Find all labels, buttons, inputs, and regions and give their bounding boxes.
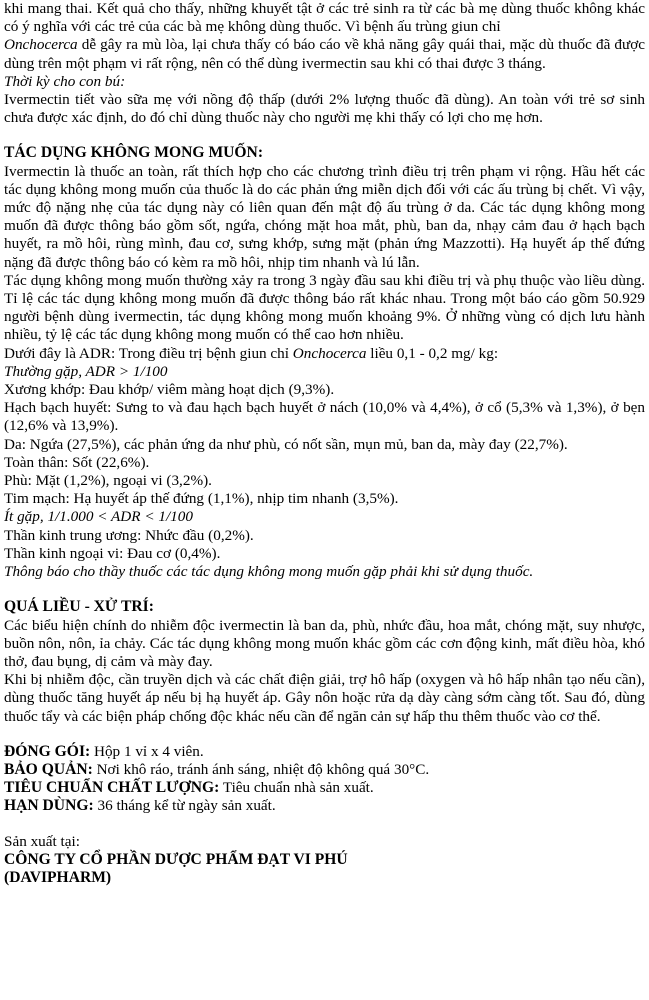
packaging-label: ĐÓNG GÓI: (4, 742, 91, 760)
packaging-line (4, 743, 645, 761)
lactation-paragraph: Ivermectin tiết vào sữa mẹ với nồng độ thấp (dưới 2% lượng thuốc đã dùng). An toàn với trẻ sơ sinh chưa được xác định, do đó chỉ dùng thuốc này cho người mẹ khi thấy có lợi cho mẹ hơn. (4, 91, 645, 127)
common-item: Tim mạch: Hạ huyết áp thế đứng (1,1%), nhịp tim nhanh (3,5%). (4, 490, 399, 508)
adr-intro-text: Dưới đây là ADR: Trong điều trị bệnh giun chỉ (4, 344, 293, 362)
standard-value: Tiêu chuẩn nhà sản xuất. (219, 779, 374, 797)
common-frequency-title: Thường gặp, ADR > 1/100 (4, 362, 168, 380)
spacer (4, 581, 645, 598)
overdose-heading: QUÁ LIỀU - XỬ TRÍ: (4, 598, 154, 616)
adverse-effects-heading: TÁC DỤNG KHÔNG MONG MUỐN: (4, 144, 264, 162)
spacer (4, 127, 645, 144)
manufacturer-short-name: (DAVIPHARM) (4, 868, 112, 886)
manufacturer-label: Sản xuất tại: (4, 832, 80, 850)
storage-label: BẢO QUẢN: (4, 760, 93, 778)
adr-species-name: Onchocerca (292, 344, 367, 362)
physician-notice: Thông báo cho thầy thuốc các tác dụng không mong muốn gặp phải khi sử dụng thuốc. (4, 563, 534, 581)
adverse-paragraph-2: Tác dụng không mong muốn thường xảy ra trong 3 ngày đầu sau khi điều trị và phụ thuộc vào liều dùng. Tỉ lệ các tác dụng không mong muốn đã được thông báo rất khác nhau. Trong một báo cáo gồm 50.929 người bệnh dùng ivermectin, tác dụng không mong muốn khoảng 9%. Ở những vùng có dịch lưu hành nhiều, tỷ lệ các tác dụng không mong muốn có thể cao hơn nhiều. (4, 271, 645, 344)
rare-frequency-title: Ít gặp, 1/1.000 < ADR < 1/100 (4, 508, 193, 526)
adr-intro (4, 345, 645, 363)
standard-label: TIÊU CHUẨN CHẤT LƯỢNG: (4, 779, 220, 797)
pregnancy-text-rest: dễ gây ra mù lòa, lại chưa thấy có báo cáo về khả năng gây quái thai, mặc dù thuốc đã được dùng trên một phạm vi rất rộng, nên có thể dùng ivermectin sau khi có thai được 3 tháng. (4, 36, 645, 72)
common-item: Hạch bạch huyết: Sưng to và đau hạch bạch huyết ở nách (10,0% và 4,4%), ở cổ (5,3% và 1,3%), ở bẹn (12,6% và 13,9%). (4, 399, 645, 435)
overdose-paragraph-2: Khi bị nhiễm độc, cần truyền dịch và các chất điện giải, trợ hô hấp (oxygen và hô hấp nhân tạo nếu cần), dùng thuốc tăng huyết áp nếu bị hạ huyết áp. Gây nôn hoặc rửa dạ dày càng sớm càng tốt. Sau đó, dùng thuốc tẩy và các biện pháp chống độc khác nếu cần để ngăn cản sự hấp thu thêm thuốc vào cơ thể. (4, 671, 645, 725)
expiry-value: 36 tháng kể từ ngày sản xuất. (93, 797, 276, 815)
adverse-paragraph-1: Ivermectin là thuốc an toàn, rất thích hợp cho các chương trình điều trị trên phạm vi rộng. Hầu hết các tác dụng không mong muốn của thuốc là do các phản ứng miễn dịch đối với các ấu trùng bị chết. Vì vậy, mức độ nặng nhẹ của tác dụng này có liên quan đến mật độ ấu trùng ở da. Các tác dụng không mong muốn đã được thông báo gồm sốt, ngứa, chóng mặt hoa mắt, phù, ban da, nhạy cảm đau ở hạch bạch huyết, ra mồ hôi, rùng mình, đau cơ, sưng khớp, sưng mặt (phản ứng Mazzotti). Hạ huyết áp thế đứng nặng đã được thông báo có kèm ra mồ hôi, nhịp tim nhanh và lú lẫn. (4, 162, 645, 271)
species-name: Onchocerca (4, 36, 78, 54)
spacer (4, 726, 645, 743)
common-item: Xương khớp: Đau khớp/ viêm màng hoạt dịch (9,3%). (4, 381, 335, 399)
expiry-label: HẠN DÙNG: (4, 797, 94, 815)
standard-line (4, 779, 645, 797)
storage-value: Nơi khô ráo, tránh ánh sáng, nhiệt độ không quá 30°C. (92, 760, 430, 778)
storage-line (4, 761, 645, 779)
spacer (4, 816, 645, 833)
common-item: Da: Ngứa (27,5%), các phản ứng da như phù, có nốt sần, mụn mủ, ban da, mày đay (22,7%). (4, 435, 568, 453)
pregnancy-paragraph (4, 0, 645, 73)
overdose-paragraph-1: Các biểu hiện chính do nhiễm độc ivermectin là ban da, phù, nhức đầu, hoa mắt, chóng mặt, suy nhược, buồn nôn, nôn, ỉa chảy. Các tác dụng không mong muốn khác gồm các cơn động kinh, mất điều hòa, khó thở, đau bụng, dị cảm và mày đay. (4, 616, 645, 670)
pregnancy-text: khi mang thai. Kết quả cho thấy, những khuyết tật ở các trẻ sinh ra từ các bà mẹ dùng thuốc không khác có ý nghĩa với các trẻ của các bà mẹ không dùng thuốc. Vì bệnh ấu trùng giun chỉ (4, 0, 645, 36)
rare-item: Thần kinh trung ương: Nhức đầu (0,2%). (4, 526, 254, 544)
common-item: Toàn thân: Sốt (22,6%). (4, 453, 150, 471)
manufacturer-name: CÔNG TY CỔ PHẦN DƯỢC PHẨM ĐẠT VI PHÚ (4, 850, 348, 868)
rare-item: Thần kinh ngoại vi: Đau cơ (0,4%). (4, 544, 221, 562)
lactation-title: Thời kỳ cho con bú: (4, 72, 126, 90)
adr-intro-dose: liều 0,1 - 0,2 mg/ kg: (366, 344, 499, 362)
expiry-line (4, 797, 645, 815)
packaging-value: Hộp 1 vỉ x 4 viên. (90, 742, 204, 760)
common-item: Phù: Mặt (1,2%), ngoại vi (3,2%). (4, 472, 212, 490)
